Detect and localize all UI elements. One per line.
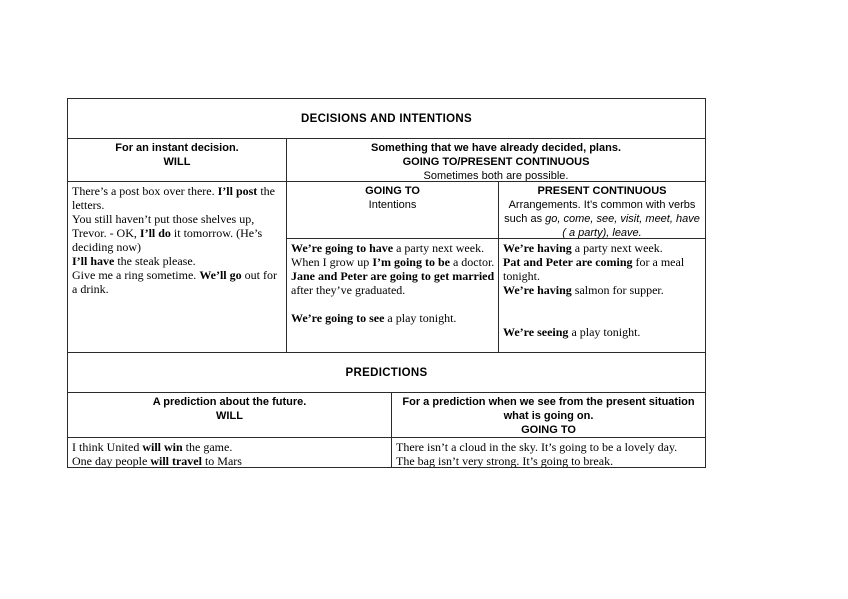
text-line: GOING TO/PRESENT CONTINUOUS bbox=[402, 156, 590, 168]
text-line: When I grow up I’m going to be a doctor. bbox=[291, 255, 495, 269]
text-line: I’ll have the steak please. bbox=[72, 254, 196, 268]
text-line: There isn’t a cloud in the sky. It’s going to be a lovely day. bbox=[396, 440, 678, 454]
text-line bbox=[291, 297, 495, 311]
text-line: PRESENT CONTINUOUS bbox=[537, 185, 667, 197]
sub-examples-row bbox=[287, 239, 705, 352]
decisions-title: DECISIONS AND INTENTIONS bbox=[301, 112, 472, 125]
text-line: We’re going to have a party next week. bbox=[291, 241, 485, 255]
predictions-will-examples-cell bbox=[68, 438, 391, 467]
text-line: You still haven’t put those shelves up, Trevor. - OK, I’ll do it tomorrow. (He’s deciding now) bbox=[72, 212, 263, 254]
text-line bbox=[503, 297, 702, 311]
text-line bbox=[503, 311, 702, 325]
text-line: GOING TO bbox=[365, 185, 420, 197]
text-line: Pat and Peter are coming for a meal tonight. bbox=[503, 255, 685, 283]
text-line: One day people will travel to Mars bbox=[72, 454, 242, 467]
present-continuous-header-cell bbox=[498, 182, 705, 238]
text-line: Give me a ring sometime. We’ll go out for a drink. bbox=[72, 268, 277, 296]
text-line: Intentions bbox=[368, 199, 417, 211]
present-continuous-examples-cell bbox=[498, 239, 705, 352]
will-examples-cell bbox=[68, 182, 286, 352]
text-line: We’re having salmon for supper. bbox=[503, 283, 664, 297]
going-to-header-cell bbox=[287, 182, 498, 238]
text-line: Sometimes both are possible. bbox=[423, 170, 569, 181]
going-to-examples-cell bbox=[287, 239, 498, 352]
will-header-cell bbox=[68, 139, 286, 181]
text-line: We’re seeing a play tonight. bbox=[503, 325, 641, 339]
text-line: There’s a post box over there. I’ll post the letters. bbox=[72, 184, 275, 212]
going-to-present-continuous-header-cell bbox=[286, 139, 705, 181]
text-line: A prediction about the future. bbox=[152, 396, 307, 408]
text-line: Jane and Peter are going to get married after they’ve graduated. bbox=[291, 269, 495, 297]
grammar-table bbox=[67, 98, 706, 468]
text-line: I think United will win the game. bbox=[72, 440, 233, 454]
text-line: WILL bbox=[163, 156, 191, 168]
text-line: We’re going to see a play tonight. bbox=[291, 311, 457, 325]
predictions-header-row bbox=[68, 393, 705, 438]
text-line: For an instant decision. bbox=[115, 142, 239, 154]
predictions-title-row bbox=[68, 353, 705, 393]
text-line: GOING TO bbox=[521, 424, 576, 436]
text-line: For a prediction when we see from the present situation what is going on. bbox=[402, 396, 695, 422]
predictions-will-header-cell bbox=[68, 393, 391, 437]
going-to-present-continuous-columns bbox=[286, 182, 705, 352]
predictions-examples-row bbox=[68, 438, 705, 467]
text-line: Something that we have already decided, plans. bbox=[370, 142, 621, 154]
decisions-examples-row bbox=[68, 182, 705, 353]
predictions-title: PREDICTIONS bbox=[345, 366, 428, 379]
predictions-going-to-header-cell bbox=[391, 393, 705, 437]
text-line: WILL bbox=[216, 410, 243, 422]
text-line: We’re having a party next week. bbox=[503, 241, 663, 255]
sub-header-row bbox=[287, 182, 705, 239]
text-line: Arrangements. It’s common with verbs such as go, come, see, visit, meet, have ( a party), leave. bbox=[504, 199, 700, 238]
predictions-going-to-examples-cell bbox=[391, 438, 705, 467]
decisions-header-row bbox=[68, 139, 705, 182]
text-line: The bag isn’t very strong. It’s going to break. bbox=[396, 454, 614, 467]
decisions-title-row bbox=[68, 99, 705, 139]
